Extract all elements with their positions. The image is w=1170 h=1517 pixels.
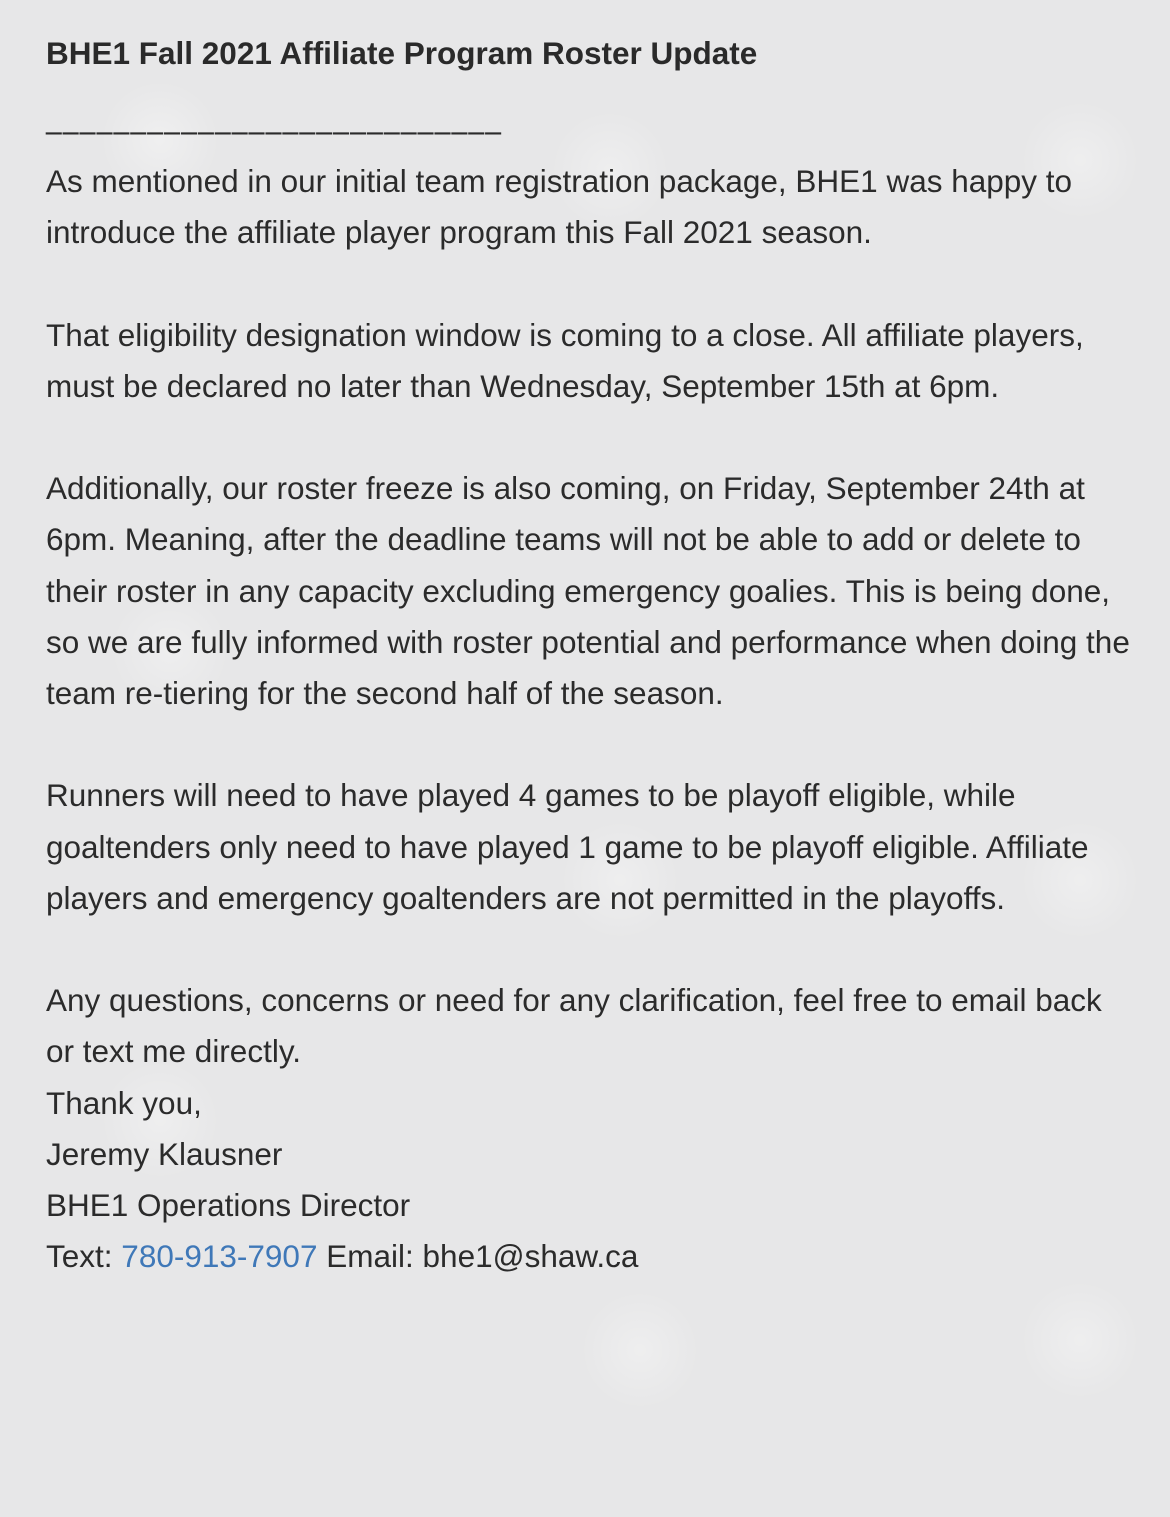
text-label: Text:: [46, 1238, 113, 1275]
paragraph-intro: As mentioned in our initial team registration package, BHE1 was happy to introduce the affiliate player program this Fall 2021 season.: [46, 163, 1073, 251]
phone-link[interactable]: 780-913-7907: [121, 1238, 318, 1275]
signature-thanks: Thank you,: [46, 1084, 202, 1121]
email-body: [46, 28, 1136, 1282]
paragraph-roster-freeze: Additionally, our roster freeze is also coming, on Friday, September 24th at 6pm. Meaning, after the deadline teams will not be able to add or delete to their roster in any capacity excluding emergency goalies. This is being done, so we are fully informed with roster potential and performance when doing the team re-tiering for the second half of the season.: [46, 470, 1130, 711]
email-label: Email:: [326, 1238, 414, 1275]
divider-line: ___________________________: [46, 99, 503, 135]
signature-contact: [46, 1231, 1136, 1282]
signature-title: BHE1 Operations Director: [46, 1187, 411, 1223]
email-subject: BHE1 Fall 2021 Affiliate Program Roster Update: [46, 35, 758, 71]
email-address: bhe1@shaw.ca: [422, 1238, 639, 1275]
paragraph-playoff-eligibility: Runners will need to have played 4 games to be playoff eligible, while goaltenders only need to have played 1 game to be playoff eligible. Affiliate players and emergency goaltenders are not permitted in the playoffs.: [46, 777, 1089, 916]
signature-name: Jeremy Klausner: [46, 1135, 283, 1172]
paragraph-questions: Any questions, concerns or need for any clarification, feel free to email back or text me directly.: [46, 982, 1102, 1070]
signature-block: [46, 1078, 1136, 1283]
paragraph-eligibility-window: That eligibility designation window is coming to a close. All affiliate players, must be declared no later than Wednesday, September 15th at 6pm.: [46, 316, 1084, 404]
